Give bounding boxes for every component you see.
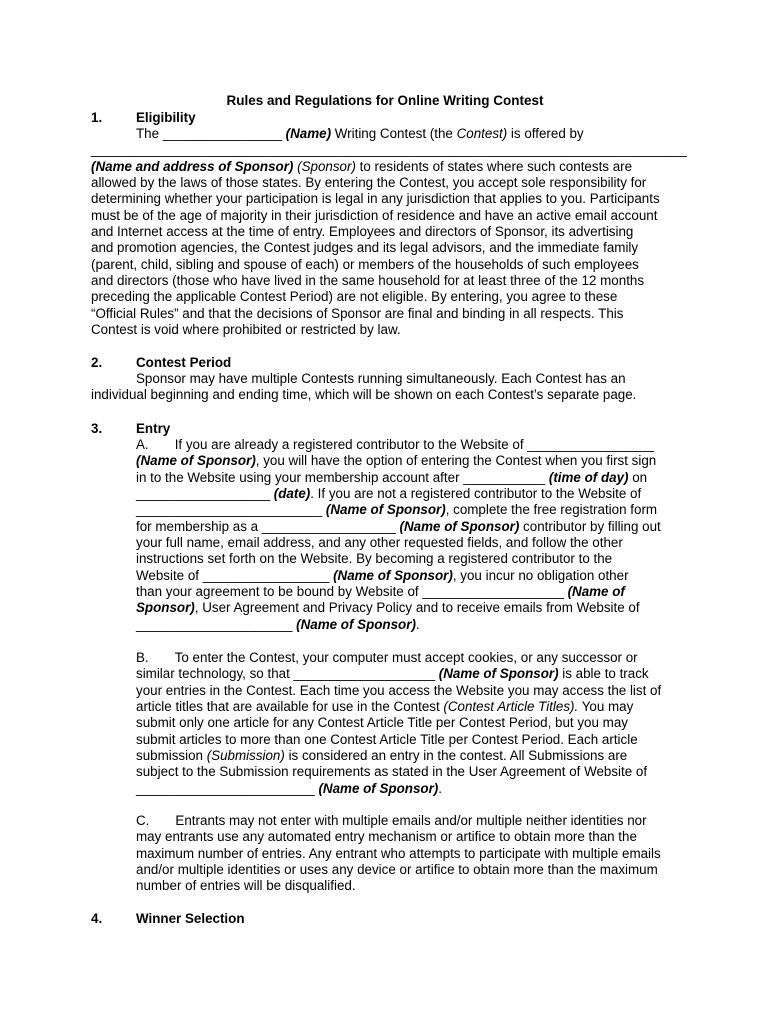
text-run: Sponsor) [136,600,195,616]
text-run: (Name of Sponsor) [296,616,416,632]
text-line [136,551,661,567]
text-run: (Contest Article Titles). [443,698,579,714]
text-line [136,764,661,780]
section-heading-eligibility [91,110,196,126]
entry-paragraph-c [136,813,661,895]
text-run: , complete the free registration form [445,502,658,518]
text-line [136,650,661,666]
text-run: (Name of Sponsor) [136,453,256,469]
text-run: , you incur no obligation other [452,567,629,583]
text-run: individual beginning and ending time, which will be shown on each Contest’s separate page. [91,387,637,403]
text-run: , User Agreement and Privacy Policy and to receive emails from Website of [194,600,640,616]
text-run: ________________________ [136,780,319,796]
document-title: Rules and Regulations for Online Writing Contest [226,93,544,108]
text-run: (Name of Sponsor) [438,666,559,682]
text-run: B. To enter the Contest, your computer must accept cookies, or any successor or [136,650,638,665]
section-number: 3. [91,421,103,436]
text-line [136,584,661,600]
text-run: instructions set forth on the Website. By becoming a registered contributor to the [136,551,613,567]
text-run: . [438,780,442,796]
entry-paragraph-b [136,650,661,797]
text-run: your entries in the Contest. Each time you access the Website you may access the list of [136,682,662,698]
text-run: article titles that are available for use in the Contest [136,698,444,714]
text-line [136,486,661,502]
text-line [91,224,687,240]
text-run: (Name of [567,583,625,599]
text-run: and/or multiple identities or uses any device or artifice to obtain more than the maximum [136,861,658,877]
section-title: Entry [136,421,171,436]
text-run: (Submission) [206,747,285,763]
section-number: 4. [91,911,103,926]
section-heading-entry [91,421,170,437]
text-run: may entrants use any automated entry mechanism or artifice to obtain more than the [136,829,637,845]
text-run: must be of the age of majority in their jurisdiction of residence and have an active email account [91,207,658,223]
text-run: A. If you are already a registered contributor to the Website of _________________ [136,437,654,452]
text-line [91,257,687,273]
section-heading-contest-period [91,355,231,371]
text-line [136,699,661,715]
text-line [136,470,661,486]
text-run: (Name and address of Sponsor) [91,158,294,174]
text-run: (Name of Sponsor) [399,518,520,534]
text-run: (parent, child, sibling and spouse of each) or members of the households of such employees [91,256,639,272]
text-run: submission [136,747,207,763]
text-run: is offered by [507,126,584,141]
text-run: maximum number of entries. Any entrant who attempts to participate with multiple emails [136,845,661,861]
text-run: , you will have the option of entering the Contest when you first sign [255,453,657,469]
text-run: similar technology, so that ___________________ [136,666,439,682]
section-number: 2. [91,355,103,370]
text-run: . If you are not a registered contributor to the Website of [310,485,642,501]
text-run: Sponsor may have multiple Contests running simultaneously. Each Contest has an [136,371,626,386]
text-run: subject to the Submission requirements as stated in the User Agreement of Website of [136,764,648,780]
text-line [136,732,661,748]
text-run: in to the Website using your membership account after ___________ [136,469,549,485]
text-line [91,159,687,175]
contest-period-paragraph [91,371,636,404]
text-run: determining whether your participation is legal in any jurisdiction that applies to you. Participants [91,191,660,207]
text-run: Contest) [456,126,508,141]
text-run: contributor by filling out [519,518,661,534]
text-run: (Name of Sponsor) [325,502,446,518]
text-run: Website of _________________ [136,567,334,583]
text-run: is considered an entry in the contest. All Submissions are [284,747,628,763]
text-line [136,846,661,862]
text-line [136,437,661,453]
text-line [136,519,661,535]
text-run: C. Entrants may not enter with multiple emails and/or multiple neither identities nor [136,813,647,828]
text-run: and directors (those who have lived in the same household for at least three of the 12 months [91,272,645,288]
text-run: on [628,469,648,485]
text-run: “Official Rules” and that the decisions of Sponsor are final and binding in all respects. This [91,305,624,321]
text-run: allowed by the laws of those states. By entering the Contest, you accept sole responsibility for [91,174,647,190]
text-run: (Name of Sponsor) [333,567,453,583]
text-line [91,142,687,158]
text-run: to residents of states where such contests are [355,158,633,174]
text-run: and Internet access at the time of entry. Employees and directors of Sponsor, its advertising [91,223,634,239]
text-run: than your agreement to be bound by Website of ___________________ [136,583,568,599]
text-run: . [415,616,420,632]
text-run: and promotion agencies, the Contest judges and its legal advisors, and the immediate family [91,240,639,256]
section-title: Contest Period [136,355,232,370]
text-line [136,683,661,699]
text-run: (date) [273,485,311,501]
text-line [91,191,687,207]
text-run: You may [578,698,634,714]
text-line [136,813,661,829]
text-line [136,781,661,797]
text-run: submit articles to more than one Contest Article Title per Contest Period. Each article [136,731,638,747]
text-line [136,748,661,764]
text-run: is able to track [558,666,649,682]
text-line [91,175,687,191]
text-line [136,535,661,551]
text-run: __________________ [136,485,274,501]
text-line [136,568,661,584]
section-heading-winner-selection [91,911,245,927]
text-run: The ________________ [136,126,286,141]
text-run: ________________________________________________________________________________ [91,142,687,158]
text-line [91,240,687,256]
text-run: _________________________ [136,502,326,518]
text-line [136,502,661,518]
text-line [91,289,687,305]
text-line [91,273,687,289]
text-line [91,322,687,338]
text-run: Contest is void where prohibited or restricted by law. [91,321,401,337]
text-line [136,829,661,845]
text-line [91,371,636,387]
text-line [91,126,687,142]
text-run: number of entries will be disqualified. [136,878,356,894]
text-run: Writing Contest (the [331,126,457,141]
entry-paragraph-a [136,437,661,633]
text-line [136,862,661,878]
text-run: your full name, email address, and any other requested fields, and follow the other [136,534,623,550]
text-run: (time of day) [548,469,629,485]
text-line [136,715,661,731]
section-title: Winner Selection [136,911,245,926]
text-line [136,878,661,894]
text-run: preceding the applicable Contest Period) are not eligible. By entering, you agree to these [91,289,618,305]
text-run: _____________________ [136,616,297,632]
text-line [91,208,687,224]
eligibility-paragraph [91,126,687,338]
text-line [91,387,636,403]
text-run: (Name) [285,126,332,141]
section-number: 1. [91,110,103,125]
text-line [91,306,687,322]
text-run: submit only one article for any Contest Article Title per Contest Period, but you may [136,715,628,731]
text-line [136,666,661,682]
text-run: (Sponsor) [297,158,356,174]
text-line [136,600,661,616]
section-title: Eligibility [136,110,196,125]
text-line [136,453,661,469]
text-line [136,617,661,633]
text-run: (Name of Sponsor) [318,780,439,796]
text-run: for membership as a __________________ [136,518,400,534]
